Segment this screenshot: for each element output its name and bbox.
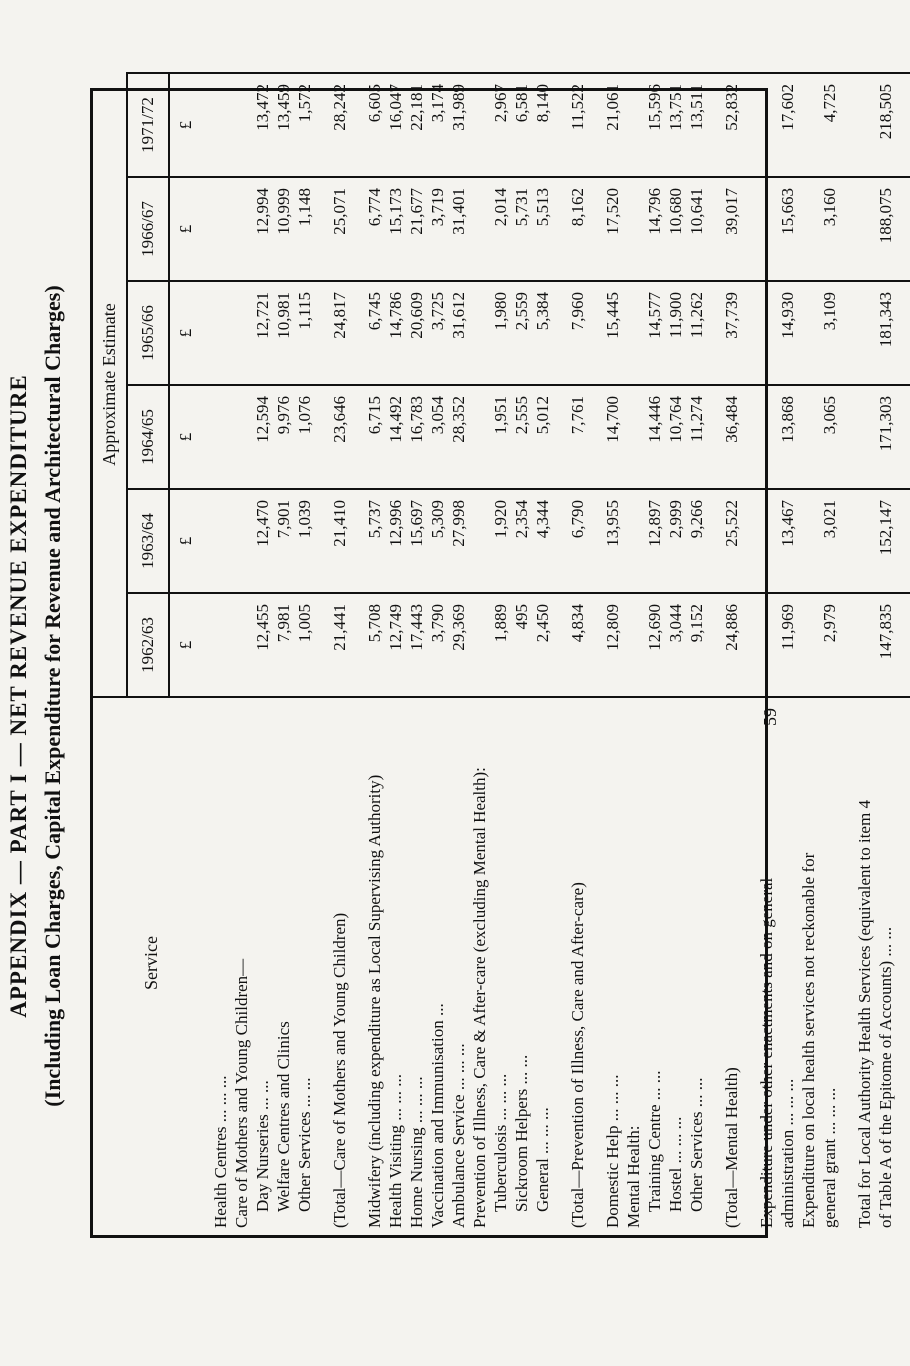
service-line: General ... ... ... xyxy=(533,1107,552,1212)
service-line: Other Services ... ... xyxy=(687,1077,706,1212)
value xyxy=(210,84,231,176)
value: 14,700 xyxy=(603,396,622,443)
value xyxy=(210,292,231,384)
value: 39,017 xyxy=(722,188,741,235)
value xyxy=(469,84,490,176)
table-row xyxy=(721,73,742,1238)
value-cell xyxy=(329,489,350,593)
year-header: 1964/65 xyxy=(127,385,169,489)
value-cell xyxy=(721,385,742,489)
value-cell xyxy=(854,73,896,177)
service-line: Prevention of Illness, Care & After-care (excluding Mental Health): xyxy=(470,767,489,1228)
value: 3,174 xyxy=(428,84,447,123)
value: 2,999 xyxy=(666,500,685,539)
service-line: Training Centre ... ... xyxy=(645,1070,664,1212)
value: 2,450 xyxy=(533,604,552,643)
value xyxy=(231,84,252,176)
value xyxy=(231,292,252,384)
value-cell xyxy=(567,489,588,593)
value xyxy=(798,84,819,176)
value: 7,981 xyxy=(274,604,293,643)
value: 1,572 xyxy=(295,84,314,123)
value-cell xyxy=(364,281,553,385)
value xyxy=(623,84,644,176)
value: 1,920 xyxy=(491,500,510,539)
value: 5,731 xyxy=(512,188,531,227)
value: 3,790 xyxy=(428,604,447,643)
value: 10,680 xyxy=(666,188,685,235)
value-cell xyxy=(756,73,840,177)
value-cell xyxy=(854,177,896,281)
value xyxy=(756,604,777,696)
value-cell xyxy=(210,281,315,385)
row-spacer xyxy=(707,73,721,1238)
page-title: APPENDIX — PART I — NET REVENUE EXPENDITURE xyxy=(6,374,31,1018)
value: 15,173 xyxy=(386,188,405,235)
value: 12,809 xyxy=(603,604,622,651)
expenditure-table xyxy=(93,72,910,1238)
value: 4,344 xyxy=(533,500,552,539)
service-line: Total for Local Authority Health Services (equivalent to item 4 xyxy=(855,800,874,1228)
value: 2,979 xyxy=(820,604,839,643)
page-number: 59 xyxy=(760,708,780,726)
value-cell xyxy=(210,73,315,177)
value xyxy=(854,396,875,488)
value: 13,472 xyxy=(253,84,272,131)
value-cell xyxy=(329,281,350,385)
value xyxy=(210,604,231,696)
value-cell xyxy=(210,385,315,489)
value: 3,160 xyxy=(820,188,839,227)
value: 21,441 xyxy=(330,604,349,651)
value: 14,930 xyxy=(778,292,797,339)
service-cell xyxy=(329,697,350,1238)
year-header: 1971/72 xyxy=(127,73,169,177)
value-cell xyxy=(567,281,588,385)
value: 3,021 xyxy=(820,500,839,539)
value xyxy=(623,292,644,384)
value-cell xyxy=(567,177,588,281)
value: 4,725 xyxy=(820,84,839,123)
value-cell xyxy=(364,385,553,489)
value: 7,761 xyxy=(568,396,587,435)
value xyxy=(210,188,231,280)
value-cell xyxy=(721,73,742,177)
value: 17,520 xyxy=(603,188,622,235)
service-cell xyxy=(602,697,707,1238)
unit-label: £ xyxy=(169,385,210,489)
value: 12,996 xyxy=(386,500,405,547)
service-line: Hostel ... ... ... xyxy=(666,1116,685,1212)
value xyxy=(798,604,819,696)
value: 15,663 xyxy=(778,188,797,235)
value: 1,039 xyxy=(295,500,314,539)
unit-label: £ xyxy=(169,281,210,385)
unit-label: £ xyxy=(169,593,210,697)
value: 3,725 xyxy=(428,292,447,331)
value: 10,641 xyxy=(687,188,706,235)
table-row xyxy=(567,73,588,1238)
value-cell xyxy=(854,489,896,593)
value xyxy=(854,604,875,696)
value: 31,989 xyxy=(449,84,468,131)
value-cell xyxy=(721,593,742,697)
value: 8,162 xyxy=(568,188,587,227)
service-cell xyxy=(567,697,588,1238)
value xyxy=(623,188,644,280)
service-line: (Total—Care of Mothers and Young Children) xyxy=(330,912,349,1228)
value xyxy=(854,500,875,592)
value: 2,555 xyxy=(512,396,531,435)
row-spacer xyxy=(742,73,756,1238)
value: 6,790 xyxy=(568,500,587,539)
value-cell xyxy=(602,177,707,281)
table-row xyxy=(756,73,840,1238)
value: 3,044 xyxy=(666,604,685,643)
value xyxy=(469,396,490,488)
value: 12,721 xyxy=(253,292,272,339)
value: 3,719 xyxy=(428,188,447,227)
value: 12,749 xyxy=(386,604,405,651)
value: 11,262 xyxy=(687,292,706,339)
value: 22,181 xyxy=(407,84,426,131)
value: 9,976 xyxy=(274,396,293,435)
value-cell xyxy=(756,489,840,593)
value: 152,147 xyxy=(876,500,895,556)
value: 28,352 xyxy=(449,396,468,443)
value: 3,065 xyxy=(820,396,839,435)
value: 12,470 xyxy=(253,500,272,547)
value: 13,955 xyxy=(603,500,622,547)
row-spacer xyxy=(350,73,364,1238)
service-line: Ambulance Service ... ... ... xyxy=(449,1043,468,1228)
value xyxy=(210,500,231,592)
value: 14,796 xyxy=(645,188,664,235)
unit-label: £ xyxy=(169,489,210,593)
value xyxy=(798,292,819,384)
value: 16,783 xyxy=(407,396,426,443)
estimate-header: Approximate Estimate xyxy=(93,73,127,697)
value: 1,005 xyxy=(295,604,314,643)
service-line: general grant ... ... ... xyxy=(820,1087,839,1228)
value-cell xyxy=(602,281,707,385)
value: 2,559 xyxy=(512,292,531,331)
value-cell xyxy=(329,385,350,489)
value: 171,303 xyxy=(876,396,895,452)
value xyxy=(231,188,252,280)
service-line: Mental Health: xyxy=(624,1125,643,1228)
value: 13,467 xyxy=(778,500,797,547)
value: 5,012 xyxy=(533,396,552,435)
value-cell xyxy=(756,281,840,385)
value-cell xyxy=(721,281,742,385)
value: 25,522 xyxy=(722,500,741,547)
value-cell xyxy=(210,489,315,593)
value: 21,677 xyxy=(407,188,426,235)
table-row xyxy=(210,73,315,1238)
service-line: Health Centres ... ... ... xyxy=(211,1075,230,1228)
value: 15,697 xyxy=(407,500,426,547)
value: 2,967 xyxy=(491,84,510,123)
service-line: Home Nursing ... ... ... xyxy=(407,1076,426,1228)
value-cell xyxy=(364,177,553,281)
service-line: Expenditure under other enactments and on general xyxy=(757,877,776,1228)
unit-label: £ xyxy=(169,73,210,177)
value: 9,266 xyxy=(687,500,706,539)
value-cell xyxy=(364,593,553,697)
value: 9,152 xyxy=(687,604,706,643)
value: 10,764 xyxy=(666,396,685,443)
value: 5,513 xyxy=(533,188,552,227)
value: 12,690 xyxy=(645,604,664,651)
unit-label: £ xyxy=(169,177,210,281)
service-cell xyxy=(364,697,553,1238)
value: 6,581 xyxy=(512,84,531,123)
year-header: 1962/63 xyxy=(127,593,169,697)
service-line: Domestic Help ... ... ... xyxy=(603,1074,622,1228)
value-cell xyxy=(756,385,840,489)
value: 31,401 xyxy=(449,188,468,235)
value: 13,459 xyxy=(274,84,293,131)
value: 24,886 xyxy=(722,604,741,651)
value: 147,835 xyxy=(876,604,895,660)
value: 14,492 xyxy=(386,396,405,443)
value: 1,076 xyxy=(295,396,314,435)
service-header: Service xyxy=(141,936,161,990)
value: 36,484 xyxy=(722,396,741,443)
value: 11,522 xyxy=(568,84,587,131)
service-line: Tuberculosis ... ... ... xyxy=(491,1073,510,1212)
value: 15,445 xyxy=(603,292,622,339)
service-line: Welfare Centres and Clinics xyxy=(274,1021,293,1212)
value: 14,446 xyxy=(645,396,664,443)
service-cell xyxy=(756,697,840,1238)
value xyxy=(469,604,490,696)
value: 11,900 xyxy=(666,292,685,339)
value: 6,774 xyxy=(365,188,384,227)
value: 12,455 xyxy=(253,604,272,651)
row-spacer xyxy=(588,73,602,1238)
value: 13,511 xyxy=(687,84,706,131)
value-cell xyxy=(567,385,588,489)
value xyxy=(469,500,490,592)
value: 5,737 xyxy=(365,500,384,539)
service-line: Day Nurseries ... ... xyxy=(253,1080,272,1212)
value: 10,981 xyxy=(274,292,293,339)
value: 6,745 xyxy=(365,292,384,331)
value: 13,751 xyxy=(666,84,685,131)
value xyxy=(231,604,252,696)
value xyxy=(798,188,819,280)
row-spacer xyxy=(896,73,910,1238)
service-line: Expenditure on local health services not reckonable for xyxy=(799,852,818,1228)
value xyxy=(756,500,777,592)
value: 12,594 xyxy=(253,396,272,443)
service-line: Health Visiting ... ... ... xyxy=(386,1073,405,1228)
value: 15,596 xyxy=(645,84,664,131)
value-cell xyxy=(364,489,553,593)
value: 10,999 xyxy=(274,188,293,235)
value: 27,998 xyxy=(449,500,468,547)
year-header: 1966/67 xyxy=(127,177,169,281)
service-line: Midwifery (including expenditure as Local Supervising Authority) xyxy=(365,774,384,1228)
value: 1,115 xyxy=(295,292,314,330)
value xyxy=(231,396,252,488)
value: 5,384 xyxy=(533,292,552,331)
value xyxy=(210,396,231,488)
service-line: Vaccination and Immunisation ... xyxy=(428,1003,447,1228)
value-cell xyxy=(602,593,707,697)
value-cell xyxy=(721,177,742,281)
service-line: administration ... ... ... xyxy=(778,1078,797,1228)
value: 218,505 xyxy=(876,84,895,140)
value-cell xyxy=(329,593,350,697)
page-subtitle: (Including Loan Charges, Capital Expenditure for Revenue and Architectural Charges) xyxy=(40,285,65,1107)
value: 14,577 xyxy=(645,292,664,339)
value: 1,889 xyxy=(491,604,510,643)
row-spacer xyxy=(553,73,567,1238)
value: 181,343 xyxy=(876,292,895,348)
value: 21,061 xyxy=(603,84,622,131)
value xyxy=(854,292,875,384)
service-cell xyxy=(210,697,315,1238)
value: 12,897 xyxy=(645,500,664,547)
value: 14,786 xyxy=(386,292,405,339)
service-line: Care of Mothers and Young Children— xyxy=(232,958,251,1228)
table-row xyxy=(364,73,553,1238)
table-row xyxy=(602,73,707,1238)
value: 12,994 xyxy=(253,188,272,235)
value: 13,868 xyxy=(778,396,797,443)
value: 3,109 xyxy=(820,292,839,331)
service-line: (Total—Prevention of Illness, Care and After-care) xyxy=(568,882,587,1228)
value-cell xyxy=(329,177,350,281)
value: 7,960 xyxy=(568,292,587,331)
value: 52,832 xyxy=(722,84,741,131)
value: 495 xyxy=(512,604,531,630)
value xyxy=(798,500,819,592)
service-cell xyxy=(721,697,742,1238)
value: 2,354 xyxy=(512,500,531,539)
value xyxy=(756,292,777,384)
value: 11,969 xyxy=(778,604,797,651)
value: 21,410 xyxy=(330,500,349,547)
value xyxy=(469,188,490,280)
value: 6,715 xyxy=(365,396,384,435)
value: 29,369 xyxy=(449,604,468,651)
value: 16,047 xyxy=(386,84,405,131)
row-spacer xyxy=(840,73,854,1238)
value xyxy=(854,84,875,176)
value: 37,739 xyxy=(722,292,741,339)
value-cell xyxy=(756,593,840,697)
table-row xyxy=(854,73,896,1238)
value-cell xyxy=(602,385,707,489)
value-cell xyxy=(756,177,840,281)
table-row xyxy=(329,73,350,1238)
service-line: (Total—Mental Health) xyxy=(722,1067,741,1228)
value-cell xyxy=(364,73,553,177)
value xyxy=(231,500,252,592)
value: 17,602 xyxy=(778,84,797,131)
value: 5,708 xyxy=(365,604,384,643)
value: 188,075 xyxy=(876,188,895,244)
value-cell xyxy=(854,385,896,489)
year-header: 1965/66 xyxy=(127,281,169,385)
value xyxy=(854,188,875,280)
value: 7,901 xyxy=(274,500,293,539)
value xyxy=(798,396,819,488)
value-cell xyxy=(854,281,896,385)
value-cell xyxy=(602,489,707,593)
value: 3,054 xyxy=(428,396,447,435)
service-line: Sickroom Helpers ... ... xyxy=(512,1054,531,1212)
value: 6,605 xyxy=(365,84,384,123)
service-cell xyxy=(854,697,896,1238)
row-spacer xyxy=(315,73,329,1238)
value: 20,609 xyxy=(407,292,426,339)
year-header: 1963/64 xyxy=(127,489,169,593)
value: 11,274 xyxy=(687,396,706,443)
value-cell xyxy=(567,593,588,697)
value: 25,071 xyxy=(330,188,349,235)
value: 5,309 xyxy=(428,500,447,539)
value xyxy=(623,396,644,488)
value-cell xyxy=(602,73,707,177)
value: 1,951 xyxy=(491,396,510,435)
value: 1,980 xyxy=(491,292,510,331)
value-cell xyxy=(567,73,588,177)
value xyxy=(756,84,777,176)
value: 8,140 xyxy=(533,84,552,123)
value-cell xyxy=(210,593,315,697)
value xyxy=(469,292,490,384)
value-cell xyxy=(854,593,896,697)
value: 4,834 xyxy=(568,604,587,643)
value xyxy=(756,396,777,488)
value: 24,817 xyxy=(330,292,349,339)
value-cell xyxy=(210,177,315,281)
value: 17,443 xyxy=(407,604,426,651)
value: 1,148 xyxy=(295,188,314,227)
value: 2,014 xyxy=(491,188,510,227)
value xyxy=(623,500,644,592)
value: 28,242 xyxy=(330,84,349,131)
value: 23,646 xyxy=(330,396,349,443)
service-line: Other Services ... ... xyxy=(295,1077,314,1212)
value-cell xyxy=(329,73,350,177)
value xyxy=(756,188,777,280)
value: 31,612 xyxy=(449,292,468,339)
value-cell xyxy=(721,489,742,593)
value xyxy=(623,604,644,696)
service-line: of Table A of the Epitome of Accounts) ... ... xyxy=(876,926,895,1228)
